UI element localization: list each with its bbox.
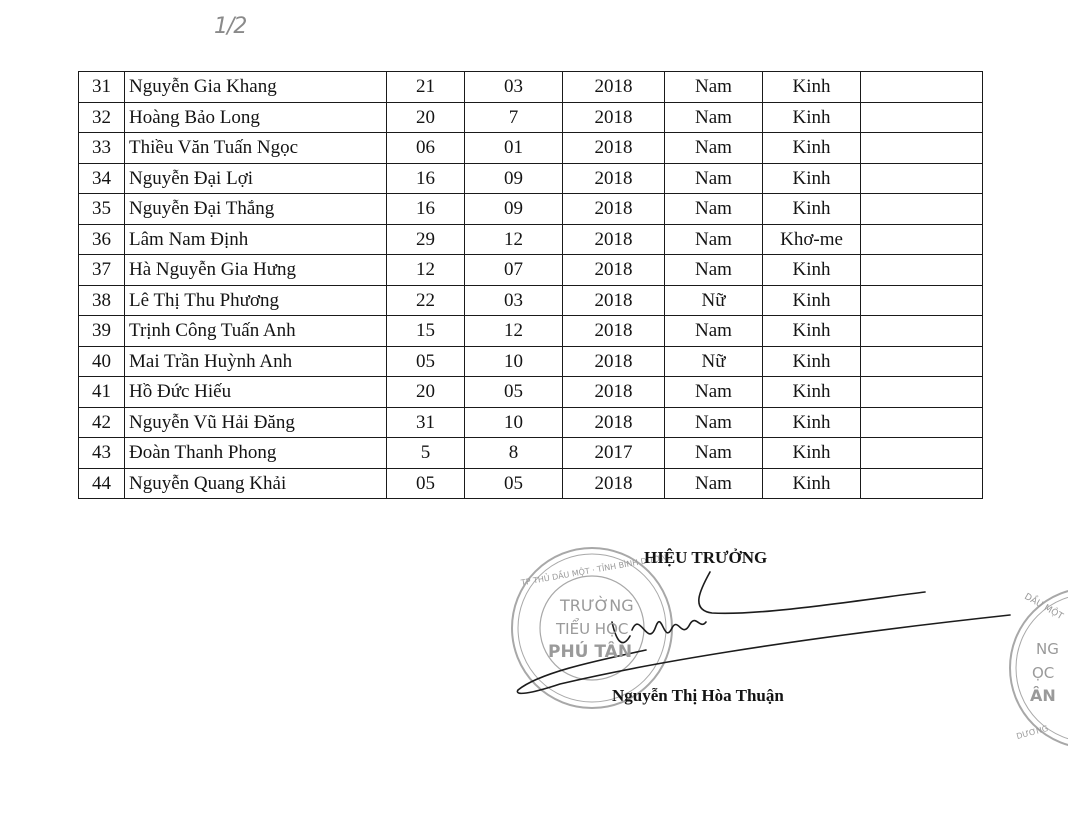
gender-cell: Nam [665,72,763,103]
note-cell [861,377,983,408]
birth-year-cell: 2018 [563,102,665,133]
partial-seal-ring-bottom: DƯƠNG [1015,723,1050,742]
birth-day-cell: 20 [387,377,465,408]
birth-month-cell: 07 [465,255,563,286]
gender-cell: Nam [665,133,763,164]
gender-cell: Nam [665,163,763,194]
note-cell [861,224,983,255]
birth-month-cell: 01 [465,133,563,164]
table-row [79,316,983,347]
table-row [79,133,983,164]
partial-seal-line3: ÂN [1030,686,1056,705]
seal-ring-text: TP THỦ DẦU MỘT · TỈNH BÌNH DƯƠNG [520,551,674,588]
birth-year-cell: 2018 [563,163,665,194]
birth-day-cell: 05 [387,468,465,499]
student-name-cell: Đoàn Thanh Phong [125,438,387,469]
student-name-cell: Nguyễn Vũ Hải Đăng [125,407,387,438]
note-cell [861,407,983,438]
student-index-cell: 37 [79,255,125,286]
birth-month-cell: 12 [465,316,563,347]
ethnicity-cell: Kinh [763,72,861,103]
student-name-cell: Mai Trần Huỳnh Anh [125,346,387,377]
note-cell [861,255,983,286]
ethnicity-cell: Kinh [763,438,861,469]
student-index-cell: 42 [79,407,125,438]
note-cell [861,72,983,103]
gender-cell: Nữ [665,346,763,377]
ethnicity-cell: Kinh [763,407,861,438]
student-roster-body [79,72,983,499]
handwritten-signature [517,572,1010,693]
birth-year-cell: 2018 [563,377,665,408]
ethnicity-cell: Kinh [763,377,861,408]
birth-day-cell: 16 [387,163,465,194]
student-index-cell: 38 [79,285,125,316]
student-index-cell: 34 [79,163,125,194]
table-row [79,224,983,255]
birth-year-cell: 2018 [563,316,665,347]
gender-cell: Nữ [665,285,763,316]
birth-month-cell: 10 [465,346,563,377]
birth-year-cell: 2018 [563,407,665,438]
student-name-cell: Trịnh Công Tuấn Anh [125,316,387,347]
signature-title: HIỆU TRƯỞNG [644,548,768,567]
birth-year-cell: 2018 [563,194,665,225]
seal-line-level: TIỂU HỌC [556,620,629,638]
student-name-cell: Nguyễn Đại Lợi [125,163,387,194]
birth-month-cell: 10 [465,407,563,438]
birth-year-cell: 2018 [563,285,665,316]
table-row [79,194,983,225]
ethnicity-cell: Kinh [763,255,861,286]
ethnicity-cell: Kinh [763,346,861,377]
note-cell [861,285,983,316]
student-roster-table [78,71,983,499]
seal-line-name: PHÚ TÂN [548,642,633,662]
student-name-cell: Nguyễn Gia Khang [125,72,387,103]
school-seal [512,548,672,708]
ethnicity-cell: Kinh [763,468,861,499]
gender-cell: Nam [665,102,763,133]
birth-day-cell: 05 [387,346,465,377]
gender-cell: Nam [665,194,763,225]
student-index-cell: 44 [79,468,125,499]
student-index-cell: 41 [79,377,125,408]
note-cell [861,194,983,225]
student-index-cell: 40 [79,346,125,377]
ethnicity-cell: Kinh [763,316,861,347]
table-row [79,72,983,103]
partial-seal-line1: NG [1036,640,1059,658]
student-index-cell: 39 [79,316,125,347]
birth-year-cell: 2017 [563,438,665,469]
note-cell [861,133,983,164]
ethnicity-cell: Khơ-me [763,224,861,255]
table-row [79,102,983,133]
birth-day-cell: 22 [387,285,465,316]
birth-day-cell: 16 [387,194,465,225]
gender-cell: Nam [665,377,763,408]
gender-cell: Nam [665,316,763,347]
student-index-cell: 36 [79,224,125,255]
note-cell [861,346,983,377]
birth-year-cell: 2018 [563,346,665,377]
note-cell [861,102,983,133]
student-name-cell: Nguyễn Đại Thắng [125,194,387,225]
student-index-cell: 33 [79,133,125,164]
partial-seal [1010,588,1068,748]
note-cell [861,316,983,347]
page-number-mark: 1/2 [214,14,247,39]
ethnicity-cell: Kinh [763,163,861,194]
birth-day-cell: 20 [387,102,465,133]
partial-seal-ring-text: DẦU MỘT [1022,591,1065,623]
ethnicity-cell: Kinh [763,102,861,133]
gender-cell: Nam [665,407,763,438]
birth-day-cell: 5 [387,438,465,469]
birth-month-cell: 05 [465,468,563,499]
birth-month-cell: 09 [465,163,563,194]
birth-day-cell: 21 [387,72,465,103]
birth-month-cell: 8 [465,438,563,469]
note-cell [861,438,983,469]
note-cell [861,468,983,499]
student-name-cell: Nguyễn Quang Khải [125,468,387,499]
ethnicity-cell: Kinh [763,285,861,316]
table-row [79,377,983,408]
student-index-cell: 43 [79,438,125,469]
gender-cell: Nam [665,224,763,255]
birth-month-cell: 12 [465,224,563,255]
birth-month-cell: 03 [465,285,563,316]
birth-year-cell: 2018 [563,224,665,255]
student-index-cell: 32 [79,102,125,133]
table-row [79,163,983,194]
student-name-cell: Hồ Đức Hiếu [125,377,387,408]
birth-year-cell: 2018 [563,133,665,164]
birth-year-cell: 2018 [563,255,665,286]
birth-day-cell: 15 [387,316,465,347]
student-name-cell: Hoàng Bảo Long [125,102,387,133]
student-name-cell: Thiều Văn Tuấn Ngọc [125,133,387,164]
student-index-cell: 35 [79,194,125,225]
birth-month-cell: 7 [465,102,563,133]
student-name-cell: Lê Thị Thu Phương [125,285,387,316]
student-index-cell: 31 [79,72,125,103]
table-row [79,255,983,286]
table-row [79,285,983,316]
table-row [79,468,983,499]
birth-month-cell: 05 [465,377,563,408]
student-name-cell: Hà Nguyễn Gia Hưng [125,255,387,286]
table-row [79,438,983,469]
gender-cell: Nam [665,255,763,286]
note-cell [861,163,983,194]
seal-line-school: TRƯỜNG [560,596,634,615]
table-row [79,346,983,377]
birth-day-cell: 12 [387,255,465,286]
gender-cell: Nam [665,468,763,499]
signer-name: Nguyễn Thị Hòa Thuận [612,686,784,705]
birth-month-cell: 03 [465,72,563,103]
table-row [79,407,983,438]
birth-year-cell: 2018 [563,72,665,103]
ethnicity-cell: Kinh [763,194,861,225]
birth-day-cell: 29 [387,224,465,255]
gender-cell: Nam [665,438,763,469]
partial-seal-line2: ỌC [1032,664,1055,682]
birth-year-cell: 2018 [563,468,665,499]
birth-month-cell: 09 [465,194,563,225]
student-name-cell: Lâm Nam Định [125,224,387,255]
birth-day-cell: 06 [387,133,465,164]
birth-day-cell: 31 [387,407,465,438]
ethnicity-cell: Kinh [763,133,861,164]
